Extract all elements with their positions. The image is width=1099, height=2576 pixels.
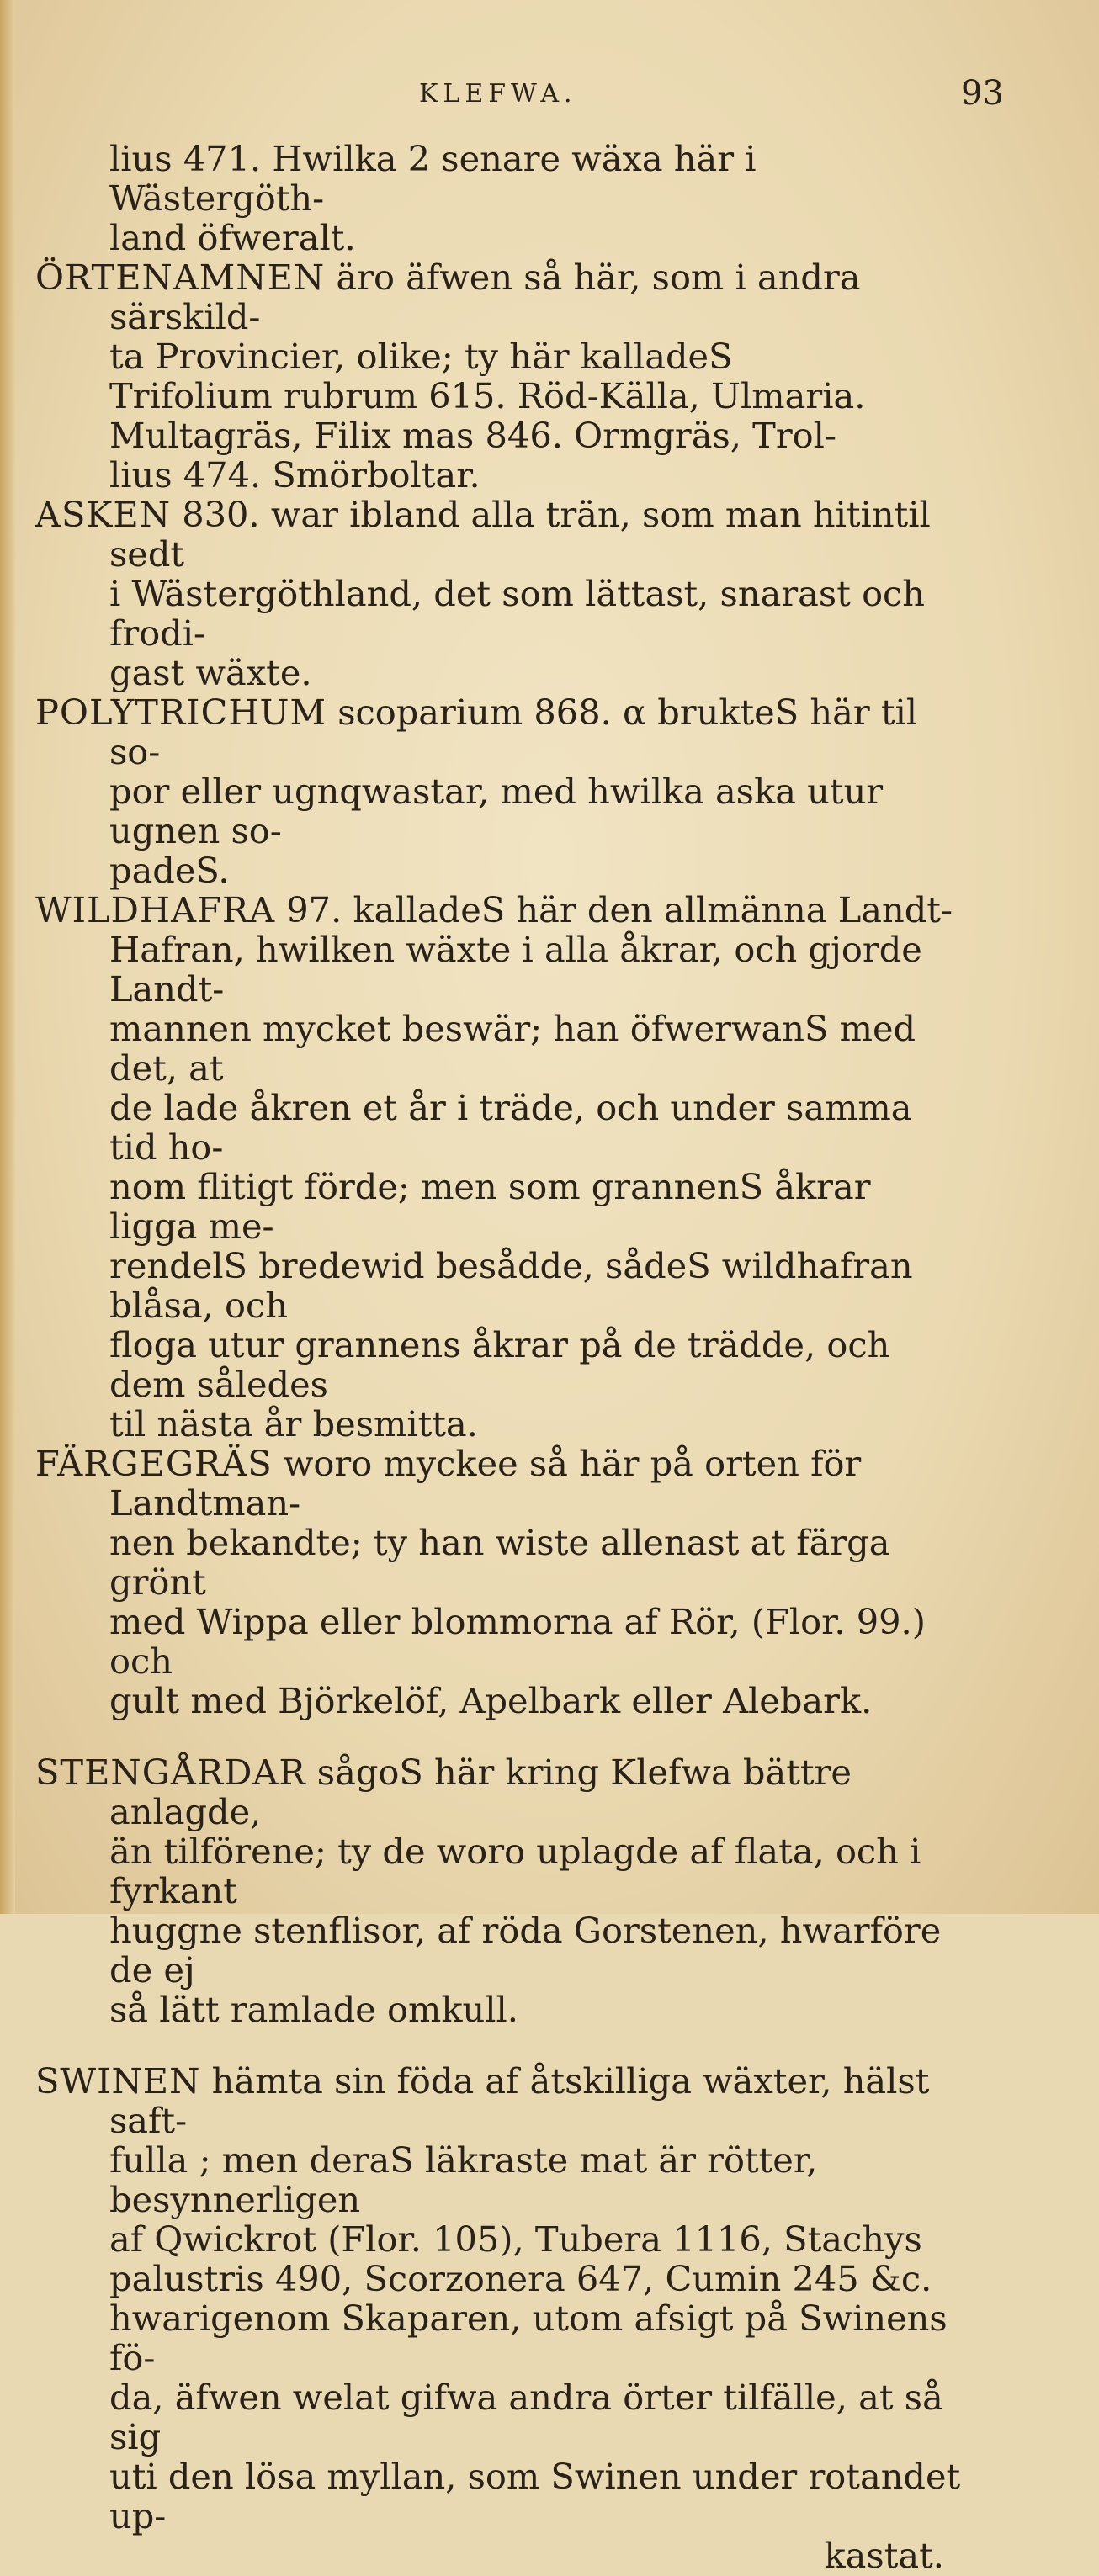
text-line: än tilförene; ty de woro uplagde af flata, och i fyrkant <box>109 1831 921 1911</box>
entry-first-line-text: äro äfwen så här, som i andra särskild- <box>109 257 861 337</box>
text-line: mannen mycket beswär; han öfwerwanS med det, at <box>109 1008 916 1089</box>
text-line: floga utur grannens åkrar på de trädde, och dem således <box>109 1324 890 1405</box>
text-line: nen bekandte; ty han wiste allenast at färga grönt <box>109 1522 890 1603</box>
text-line: fulla ; men deraS läkraste mat är rötter, besynnerligen <box>109 2139 818 2220</box>
catchword-line: kastat. <box>824 2535 944 2576</box>
text-line: de lade åkren et år i träde, och under samma tid ho- <box>109 1087 912 1168</box>
text-line: i Wästergöthland, det som lättast, snarast och frodi- <box>109 573 926 654</box>
entry-first-line <box>35 890 969 930</box>
running-head: KLEFWA. <box>419 79 577 109</box>
text-line: uti den lösa myllan, som Swinen under rotandet up- <box>109 2456 961 2536</box>
text-line: da, äfwen welat gifwa andra örter tilfälle, at så sig <box>109 2377 943 2457</box>
entry-headword: ASKEN <box>35 494 172 535</box>
entry-headword: SWINEN <box>35 2060 201 2102</box>
text-line: lius 471. Hwilka 2 senare wäxa här i Wästergöth- <box>109 138 757 219</box>
text-line: med Wippa eller blommorna af Rör, (Flor. 99.) och <box>109 1601 926 1682</box>
text-line: gult med Björkelöf, Apelbark eller Alebark. <box>109 1680 873 1721</box>
entry-first-line <box>35 692 969 771</box>
page-header <box>0 74 1099 125</box>
text-line: rendelS bredewid besådde, sådeS wildhafran blåsa, och <box>109 1245 913 1326</box>
text-line: padeS. <box>109 850 230 891</box>
text-line: Hafran, hwilken wäxte i alla åkrar, och gjorde Landt- <box>109 929 922 1010</box>
entry-first-line-text: woro myckee så här på orten för Landtman- <box>109 1443 862 1524</box>
entry-first-line-text: hämta sin föda af åtskilliga wäxter, hälst saft- <box>109 2060 930 2141</box>
text-entry <box>35 1752 969 2029</box>
text-line: så lätt ramlade omkull. <box>109 1989 519 2030</box>
text-line: por eller ugnqwastar, med hwilka aska utur ugnen so- <box>109 771 884 851</box>
entry-headword: FÄRGEGRÄS <box>35 1443 273 1484</box>
text-line: gast wäxte. <box>109 652 312 693</box>
text-line: nom flitigt förde; men som grannenS åkrar ligga me- <box>109 1166 871 1247</box>
text-line: af Qwickrot (Flor. 105), Tubera 1116, Stachys <box>109 2218 922 2260</box>
text-line: lius 474. Smörboltar. <box>109 454 480 496</box>
text-line: land öfweralt. <box>109 217 356 258</box>
text-entry <box>35 1444 969 1720</box>
entry-first-line-text: 830. war ibland alla trän, som man hitintil sedt <box>109 494 931 575</box>
text-line: palustris 490, Scorzonera 647, Cumin 245 &c. <box>109 2258 932 2299</box>
page-spine-shadow <box>0 0 15 1914</box>
entry-first-line <box>35 1444 969 1523</box>
page-body <box>35 139 969 2575</box>
entry-headword: ÖRTENAMNEN <box>35 257 326 298</box>
text-entry <box>35 257 969 495</box>
entry-first-line-text: scoparium 868. α brukteS här til so- <box>109 692 918 772</box>
page-number: 93 <box>961 74 1004 113</box>
entry-headword: WILDHAFRA <box>35 889 276 930</box>
text-line: til nästa år besmitta. <box>109 1403 478 1444</box>
text-entry <box>35 890 969 1444</box>
entry-first-line-text: sågoS här kring Klefwa bättre anlagde, <box>109 1752 852 1832</box>
entry-first-line <box>35 2061 969 2140</box>
text-line: Multagräs, Filix mas 846. Ormgräs, Trol- <box>109 415 836 456</box>
text-line: Trifolium rubrum 615. Röd-Källa, Ulmaria. <box>109 375 866 416</box>
entry-first-line <box>35 257 969 337</box>
text-line: ta Provincier, olike; ty här kalladeS <box>109 336 733 377</box>
entry-first-line <box>35 1752 969 1831</box>
entry-headword: STENGÅRDAR <box>35 1752 306 1793</box>
entry-first-line-text: 97. kalladeS här den allmänna Landt- <box>286 889 953 930</box>
text-entry <box>35 692 969 890</box>
text-entry <box>35 495 969 692</box>
text-line: hwarigenom Skaparen, utom afsigt på Swinens fö- <box>109 2298 948 2378</box>
entry-headword: POLYTRICHUM <box>35 692 327 733</box>
entry-first-line <box>35 495 969 574</box>
text-entry <box>35 139 969 257</box>
text-line: huggne stenflisor, af röda Gorstenen, hwarföre de ej <box>109 1910 942 1990</box>
text-entry <box>35 2061 969 2575</box>
